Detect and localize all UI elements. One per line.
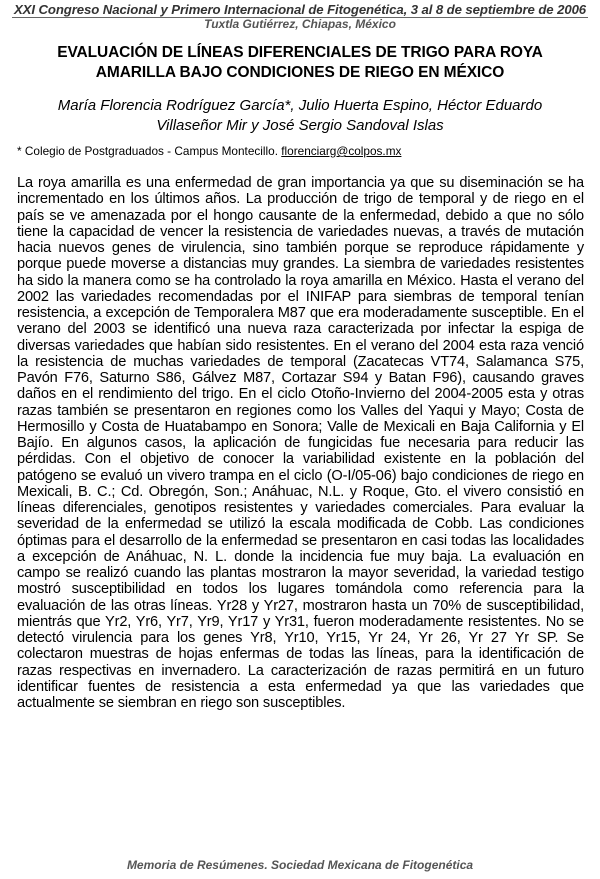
paper-title <box>20 43 580 83</box>
page-footer: Memoria de Resúmenes. Sociedad Mexicana de Fitogenética <box>126 858 474 872</box>
abstract-body: La roya amarilla es una enfermedad de gran importancia ya que su diseminación se ha incrementado en los últimos años. La producción de trigo de temporal y de riego en el país se ve amenazada por el hongo causante de la enfermedad, debido a que no sólo tiene la capacidad de vencer la resistencia de variedades nuevas, a través de mutación hacia nuevos genes de virulencia, sino también porque se reproduce rápidamente y porque puede moverse a distancias muy grandes. La siembra de variedades resistentes ha sido la manera como se ha controlado la roya amarilla en México. Hasta el verano del 2002 las variedades recomendadas por el INIFAP para siembras de temporal tenían resistencia, a excepción de Temporalera M87 que era moderadamente susceptible. En el verano del 2003 se identificó una nueva raza caracterizada por infectar la espiga de diversas variedades que habían sido resistentes. En el verano del 2004 esta raza venció la resistencia de muchas variedades de temporal (Zacatecas VT74, Salamanca S75, Pavón F76, Saturno S86, Gálvez M87, Cortazar S94 y Batan F96), causando graves daños en el rendimiento del trigo. En el ciclo Otoño-Invierno del 2004-2005 esta y otras razas también se presentaron en regiones como los Valles del Yaqui y Mayo; Costa de Hermosillo y Costa de Huatabampo en Sonora; Valle de Mexicali en Baja California y El Bajío. En algunos casos, la aplicación de fungicidas fue necesaria para reducir las pérdidas. Con el objetivo de conocer la variabilidad existente en la población del patógeno se evaluó un vivero trampa en el ciclo (O-I/05-06) bajo condiciones de riego en Mexicali, B. C.; Cd. Obregón, Son.; Anáhuac, N.L. y Roque, Gto. el vivero consistió en líneas diferenciales, genotipos resistentes y variedades comerciales. Para evaluar la severidad de la enfermedad se utilizó la escala modificada de Cobb. Las condiciones óptimas para el desarrollo de la enfermedad se presentaron en casi todas las localidades a excepción de Anáhuac, N. L. donde la incidencia fue muy baja. La evaluación en campo se realizó cuando las plantas mostraron la mayor severidad, la variedad testigo mostró susceptibilidad en todos los lugares tomándola como referencia para la evaluación de las otras líneas. Yr28 y Yr27, mostraron hasta un 70% de susceptibilidad, mientrás que Yr2, Yr6, Yr7, Yr9, Yr17 y Yr31, fueron moderadamente resistentes. No se detectó virulencia para los genes Yr8, Yr10, Yr15, Yr 24, Yr 26, Yr 27 Yr SP. Se colectaron muestras de hojas enfermas de todas las líneas, para la identificación de razas respectivas en invernadero. La caracterización de razas permitirá en un futuro identificar fuentes de resistencia a esta enfermedad ya que las variedades que actualmente se siembran en riego son susceptibles. <box>17 175 584 711</box>
title-line-1: EVALUACIÓN DE LÍNEAS DIFERENCIALES DE TRIGO PARA ROYA <box>57 44 543 61</box>
conference-header: XXI Congreso Nacional y Primero Internacional de Fitogenética, 3 al 8 de septiembre de 2006 <box>13 2 587 17</box>
affiliation <box>17 144 401 158</box>
authors-line-2: Villaseñor Mir y José Sergio Sandoval Islas <box>156 117 444 134</box>
authors-line-1: María Florencia Rodríguez García*, Julio Huerta Espino, Héctor Eduardo <box>57 97 543 114</box>
email-link[interactable]: florenciarg@colpos.mx <box>281 144 402 158</box>
authors <box>20 96 580 136</box>
conference-location: Tuxtla Gutiérrez, Chiapas, México <box>204 17 396 31</box>
affiliation-text: * Colegio de Postgraduados - Campus Montecillo. <box>17 144 278 158</box>
title-line-2: AMARILLA BAJO CONDICIONES DE RIEGO EN MÉXICO <box>95 64 505 81</box>
